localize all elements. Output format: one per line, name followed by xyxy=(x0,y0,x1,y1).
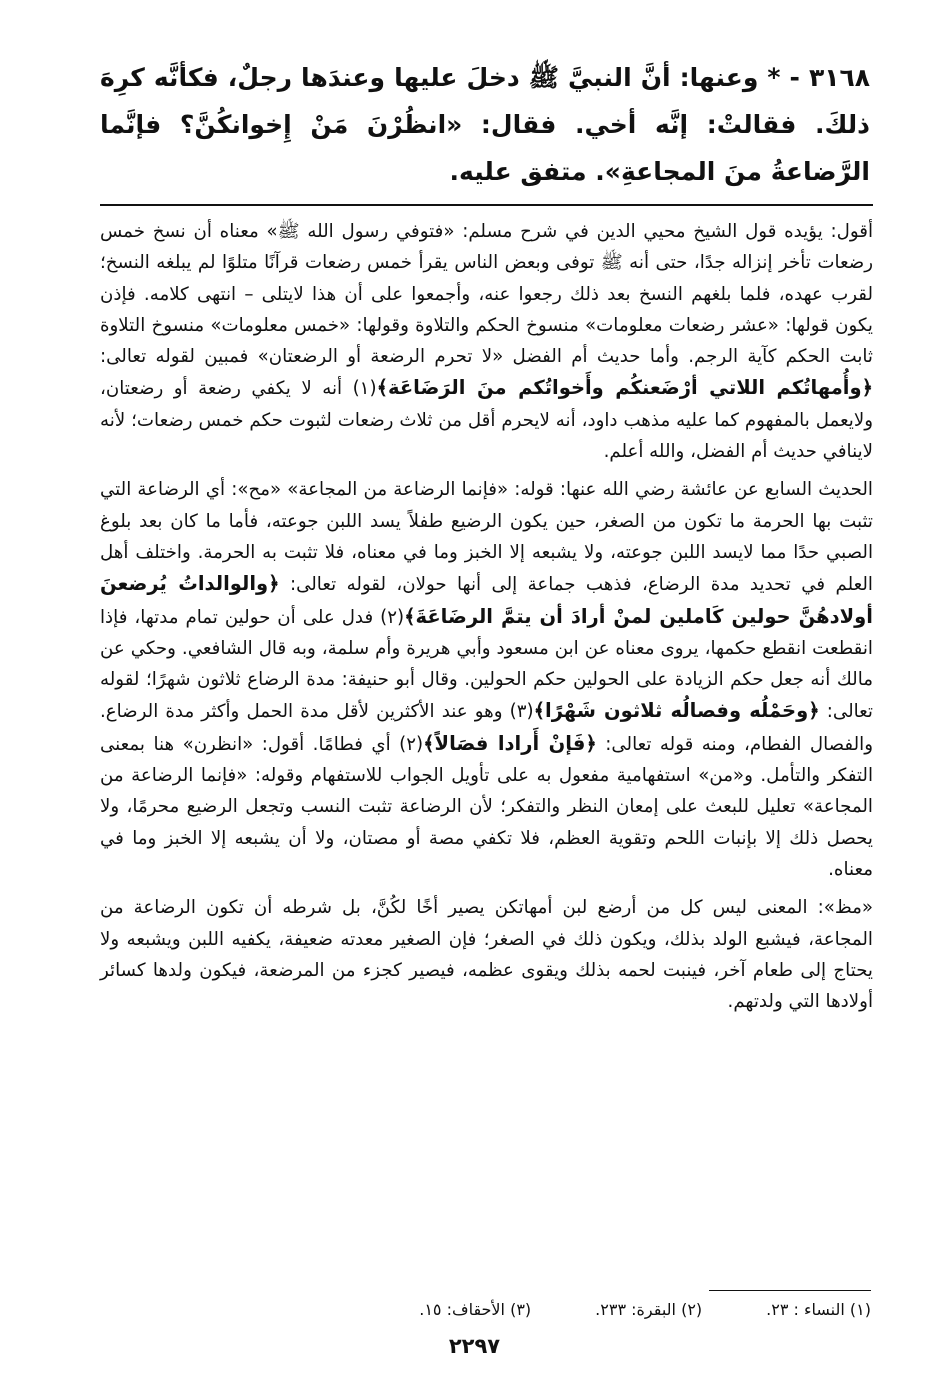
paragraph-text: الحديث السابع عن عائشة رضي الله عنها: قوله: «فإنما الرضاعة من المجاعة» «مح»: أي الرضاعة التي تثبت بها الحرمة ما تكون من الصغر، حين يكون الرضيع طفلاً يسد اللبن جوعته، فأما ما كان بعد بلوغ الصبي حدًا مما لايسد اللبن جوعته، ولا يشبعه إلا الخبز وما في معناه، فلا تثبت به الحرمة. واختلف أهل العلم في تحديد مدة الرضاع، فذهب جماعة إلى أنها حولان، لقوله تعالى: xyxy=(100,479,873,596)
footnotes xyxy=(191,1298,871,1322)
paragraph-text: (٢) فدل على أن حولين تمام مدتها، فإذا انقطعت انقطع حكمها، يروى معناه عن ابن مسعود وأبي هريرة وأم سلمة، وبه قال الشافعي. وحكي عن مالك أنه جعل حكم الزيادة على الحولين حكم الحولين. وقال أبو حنيفة: مدة الرضاع ثلاثون شهرًا؛ لقوله تعالى: xyxy=(100,606,873,723)
commentary-paragraph-3: «مظ»: المعنى ليس كل من أرضع لبن أمهاتكن يصير أخًا لكُنَّ، بل شرطه أن تكون الرضاعة من المجاعة، فيشبع الولد بذلك، ويكون ذلك في الصغر؛ فإن الصغير معدته ضعيفة، يكفيه اللبن ويشبعه ولا يحتاج إلى طعام آخر، فينبت لحمه بذلك ويقوى عظمه، فيصير كجزء من المرضعة، فيكون ولدها كسائر أولادها التي ولدتهم. xyxy=(100,897,873,1013)
hadith-text: ٣١٦٨ - * وعنها: أنَّ النبيَّ ﷺ دخلَ عليها وعندَها رجلٌ، فكأنَّه كرِهَ ذلكَ. فقالتْ: إنَّه أخي. فقال: «انظُرْنَ مَنْ إِخوانكُنَّ؟ فإنَّما الرَّضاعةُ منَ المجاعةِ». متفق عليه. xyxy=(100,63,870,186)
paragraph-text: (٢) أي فطامًا. أقول: «انظرن» هنا بمعنى التفكر والتأمل. و«من» استفهامية مفعول به على تأويل الجواب للاستفهام وقوله: «فإنما الرضاعة من المجاعة» تعليل للبعث على إمعان النظر والتفكر؛ لأن الرضاعة تثبت النسب وتجعل الرضيع محرمًا، ولا يحصل ذلك إلا بإنبات اللحم وتقوية العظم، فلا تكفي مصة أو مصتان، ولا أن يشبعه إلا الخبز وما في معناه. xyxy=(100,733,873,880)
footnote-divider xyxy=(709,1290,871,1291)
commentary-paragraph-1 xyxy=(100,216,873,467)
quran-verse: ﴿وحَمْلُه وفصالُه ثلاثون شَهْرًا﴾ xyxy=(533,699,820,723)
quran-verse: ﴿فَإنْ أَرادا فصَالاً﴾ xyxy=(423,731,597,755)
commentary-paragraph-2 xyxy=(100,474,873,885)
page-number: ٢٢٩٧ xyxy=(448,1334,501,1358)
paragraph-text: (١) أنه لا يكفي رضعة أو رضعتان، ولايعمل بالمفهوم كما عليه مذهب داود، أنه لايحرم أقل من ثلاث رضعات لثبوت حكم خمس رضعات؛ لأنه لاينافي حديث أم الفضل، والله أعلم. xyxy=(100,378,873,463)
quran-verse: ﴿والوالداتُ يُرضعنَ أولادهُنَّ حولين كَاملين لمنْ أرادَ أن يتمَّ الرضَاعَةَ﴾ xyxy=(100,572,873,628)
footnote-1: (١) النساء : ٢٣. xyxy=(766,1300,871,1319)
paragraph-text: (٣) وهو عند الأكثرين لأقل مدة الحمل وأكثر مدة الرضاع. والفصال الفطام، ومنه قوله تعالى: xyxy=(100,701,873,755)
footnote-2: (٢) البقرة: ٢٣٣. xyxy=(595,1300,703,1319)
paragraph-text: أقول: يؤيده قول الشيخ محيي الدين في شرح مسلم: «فتوفي رسول الله ﷺ» معناه أن نسخ خمس رضعات تأخر إنزاله جدًا، حتى أنه ﷺ توفى وبعض الناس يقرأ خمس رضعات قرآنًا متلوًا لم يبلغه النسخ؛ لقرب عهده، فلما بلغهم النسخ بعد ذلك رجعوا عنه، وأجمعوا على أن هذا لايتلى – انتهى كلامه. فإذن يكون قولها: «عشر رضعات معلومات» منسوخ الحكم والتلاوة وقولها: «خمس معلومات» منسوخ التلاوة ثابت الحكم كآية الرجم. وأما حديث أم الفضل «لا تحرم الرضعة أو الرضعتان» فمبين لقوله تعالى: xyxy=(100,221,873,368)
commentary-section xyxy=(100,216,873,1024)
header-divider xyxy=(100,204,873,206)
quran-verse: ﴿وأُمهاتُكم اللاتي أرْضَعنكُم وأَخواتُكم منَ الرَضَاعَة﴾ xyxy=(376,376,873,400)
footnote-3: (٣) الأحقاف: ١٥. xyxy=(419,1300,532,1319)
